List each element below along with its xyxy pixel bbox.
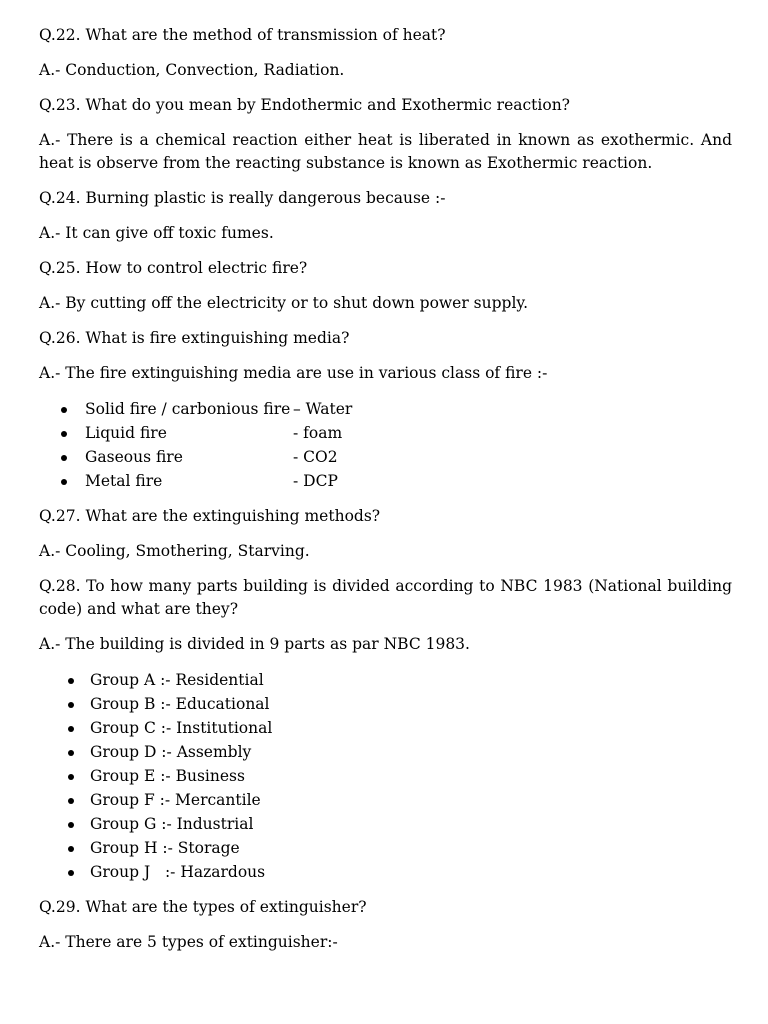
- list-item: [39, 421, 732, 445]
- list-item: [39, 788, 732, 812]
- group-label: Group F :- Mercantile: [90, 791, 261, 809]
- group-label: Group D :- Assembly: [90, 743, 252, 761]
- bullet-icon: [68, 870, 74, 876]
- question-23: Q.23. What do you mean by Endothermic and Exothermic reaction?: [39, 96, 570, 114]
- extinguishing-media: - CO2: [293, 448, 338, 466]
- group-label: Group E :- Business: [90, 767, 245, 785]
- question-28: Q.28. To how many parts building is divided according to NBC 1983 (National building code) and what are they?: [39, 577, 732, 618]
- document-page: [39, 24, 732, 966]
- fire-class: Liquid fire: [85, 424, 167, 442]
- group-label: Group C :- Institutional: [90, 719, 273, 737]
- answer-23: A.- There is a chemical reaction either heat is liberated in known as exothermic. And heat is observe from the reacting substance is known as Exothermic reaction.: [39, 131, 732, 172]
- list-item: [39, 397, 732, 421]
- question-22: Q.22. What are the method of transmission of heat?: [39, 26, 446, 44]
- group-label: Group J :- Hazardous: [90, 863, 266, 881]
- question-29: Q.29. What are the types of extinguisher?: [39, 898, 367, 916]
- building-groups-list: [39, 668, 732, 884]
- bullet-icon: [61, 407, 67, 413]
- bullet-icon: [68, 726, 74, 732]
- bullet-icon: [68, 846, 74, 852]
- group-label: Group G :- Industrial: [90, 815, 254, 833]
- bullet-icon: [61, 479, 67, 485]
- list-item: [39, 716, 732, 740]
- list-item: [39, 860, 732, 884]
- list-item: [39, 469, 732, 493]
- fire-class: Metal fire: [85, 472, 163, 490]
- group-label: Group B :- Educational: [90, 695, 270, 713]
- extinguishing-media: - foam: [293, 424, 343, 442]
- list-item: [39, 812, 732, 836]
- list-item: [39, 836, 732, 860]
- bullet-icon: [68, 702, 74, 708]
- extinguishing-media: – Water: [293, 400, 353, 418]
- fire-media-list: [39, 397, 732, 493]
- answer-22: A.- Conduction, Convection, Radiation.: [39, 61, 345, 79]
- list-item: [39, 692, 732, 716]
- group-label: Group H :- Storage: [90, 839, 240, 857]
- answer-25: A.- By cutting off the electricity or to shut down power supply.: [39, 294, 529, 312]
- answer-27: A.- Cooling, Smothering, Starving.: [39, 542, 310, 560]
- bullet-icon: [61, 431, 67, 437]
- answer-24: A.- It can give off toxic fumes.: [39, 224, 274, 242]
- bullet-icon: [68, 750, 74, 756]
- answer-26: A.- The fire extinguishing media are use in various class of fire :-: [39, 364, 548, 382]
- question-27: Q.27. What are the extinguishing methods?: [39, 507, 381, 525]
- bullet-icon: [68, 798, 74, 804]
- list-item: [39, 445, 732, 469]
- extinguishing-media: - DCP: [293, 472, 338, 490]
- bullet-icon: [61, 455, 67, 461]
- answer-29: A.- There are 5 types of extinguisher:-: [39, 933, 338, 951]
- fire-class: Solid fire / carbonious fire: [85, 400, 291, 418]
- list-item: [39, 668, 732, 692]
- bullet-icon: [68, 678, 74, 684]
- question-26: Q.26. What is fire extinguishing media?: [39, 329, 350, 347]
- question-25: Q.25. How to control electric fire?: [39, 259, 308, 277]
- fire-class: Gaseous fire: [85, 448, 183, 466]
- question-24: Q.24. Burning plastic is really dangerous because :-: [39, 189, 446, 207]
- list-item: [39, 764, 732, 788]
- group-label: Group A :- Residential: [90, 671, 264, 689]
- bullet-icon: [68, 822, 74, 828]
- bullet-icon: [68, 774, 74, 780]
- answer-28: A.- The building is divided in 9 parts as par NBC 1983.: [39, 635, 470, 653]
- list-item: [39, 740, 732, 764]
